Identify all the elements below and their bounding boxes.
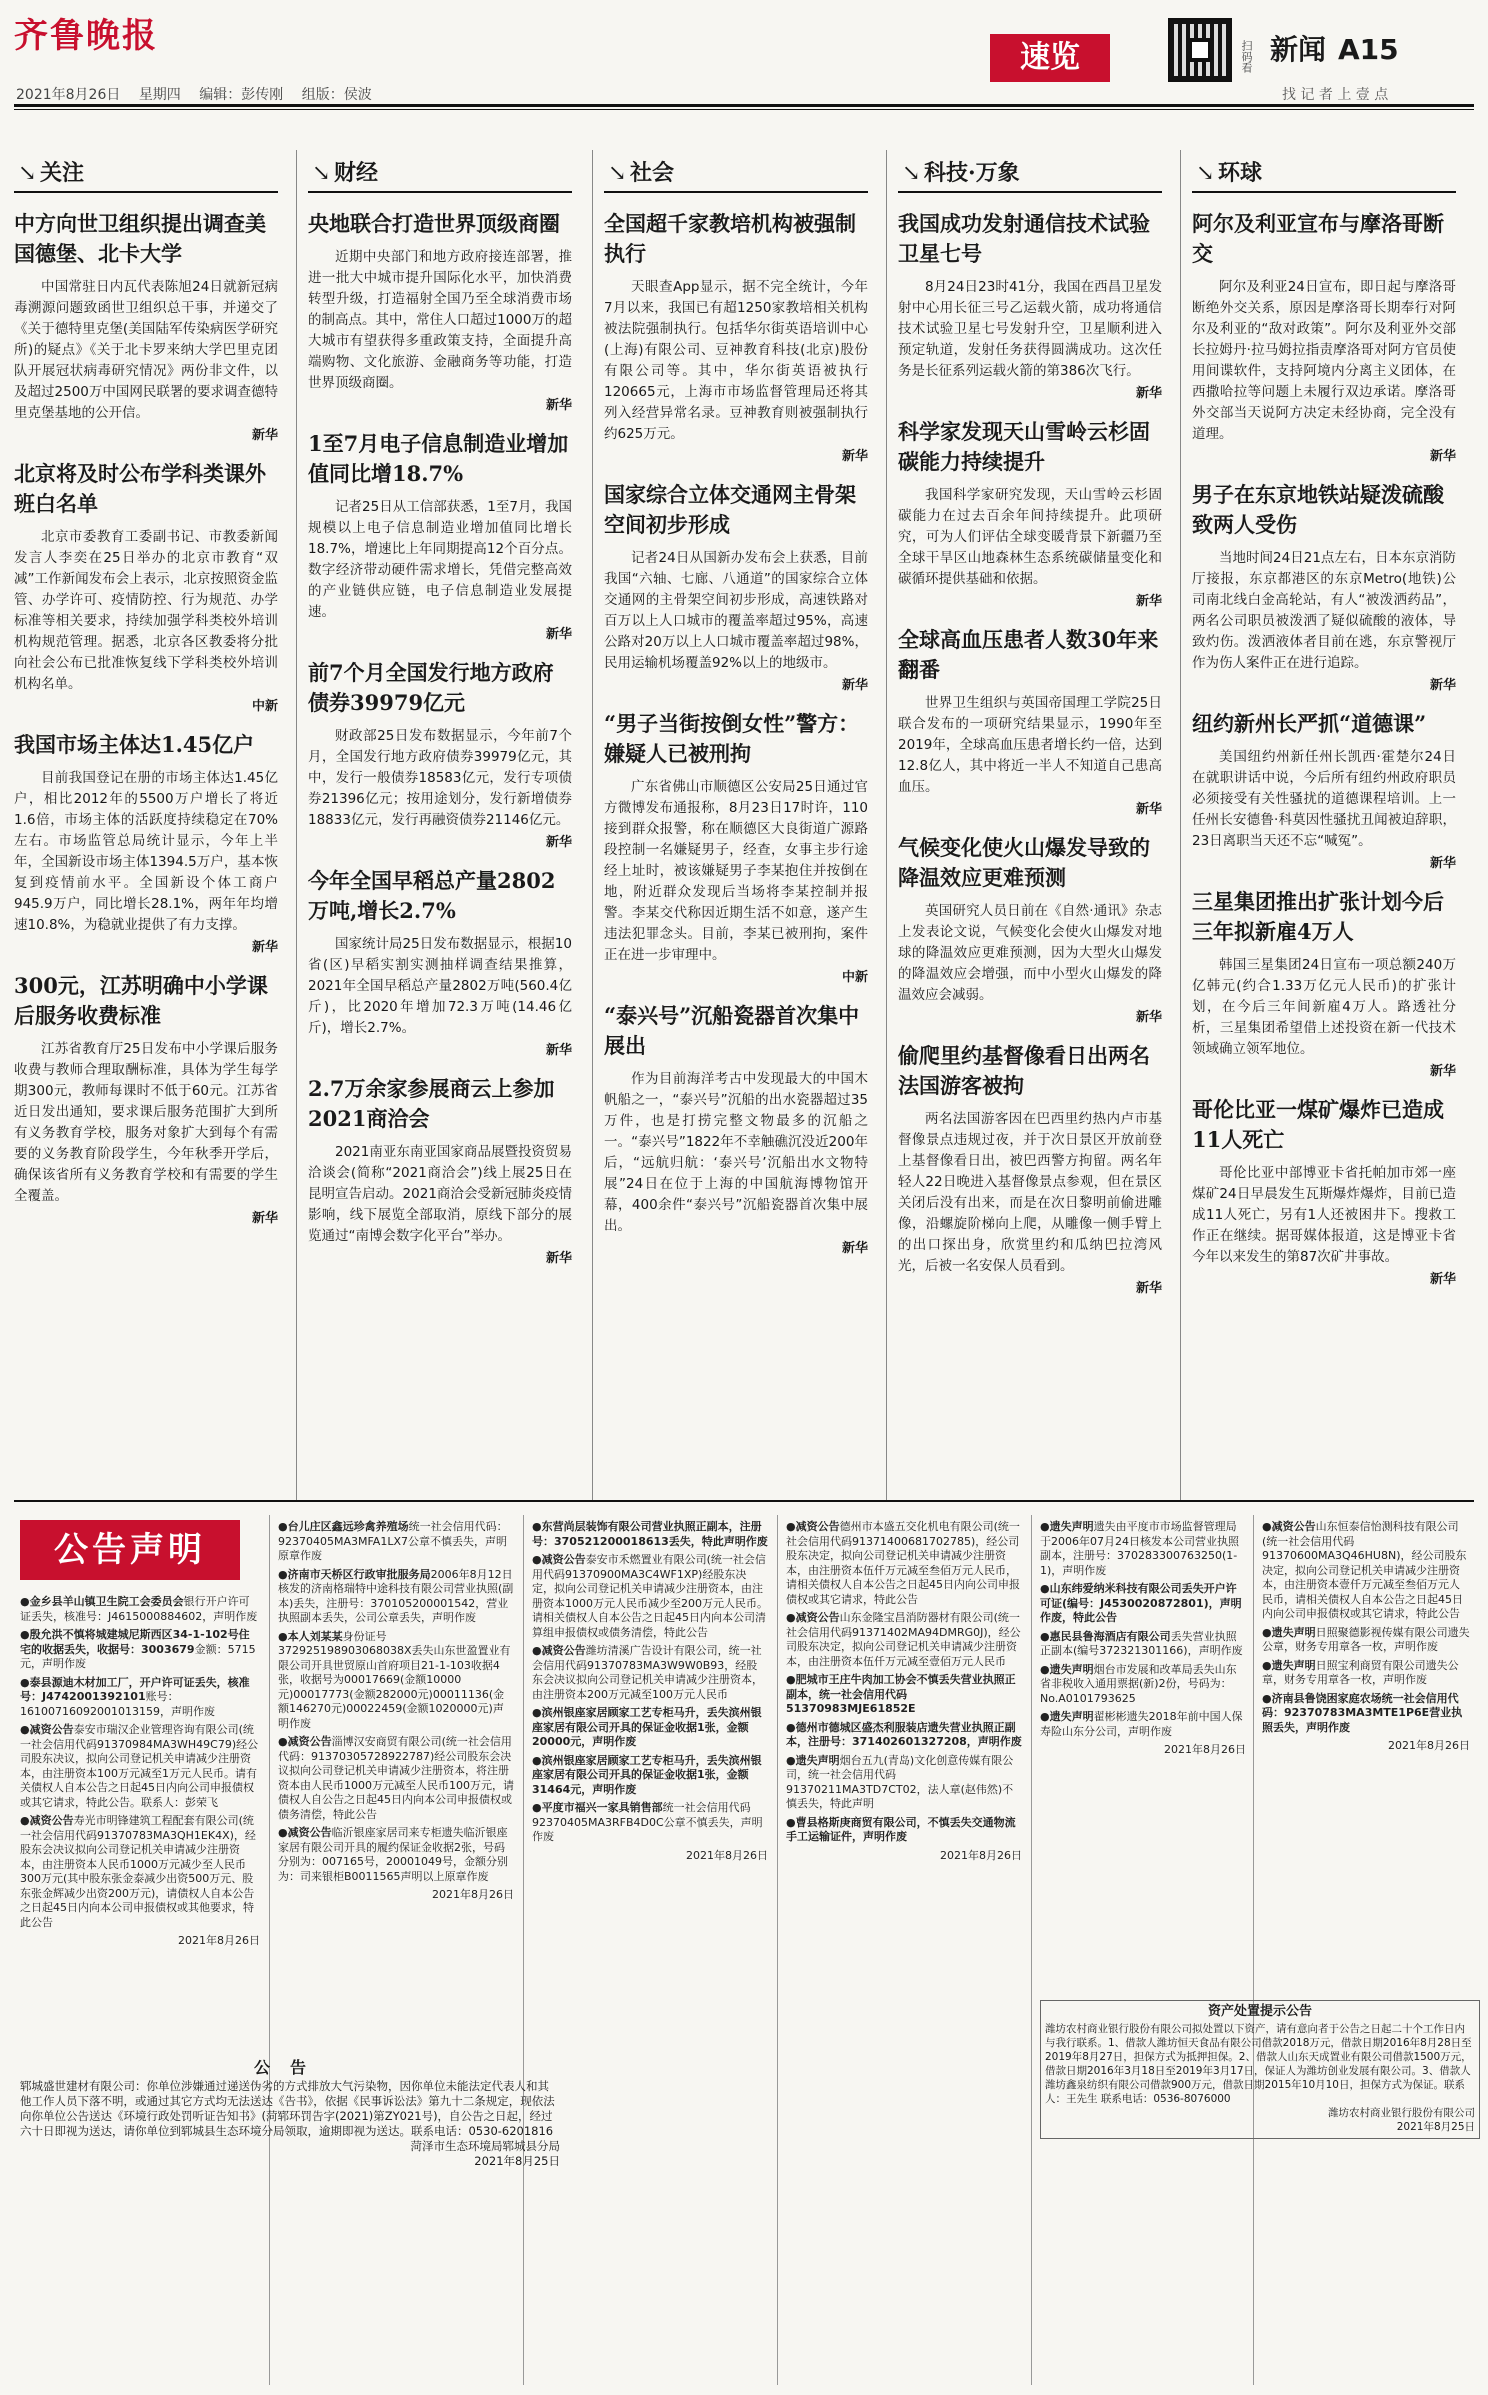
notice-item-title: ●减资公告 [20, 1814, 74, 1827]
notice-item-title: ●减资公告 [532, 1553, 586, 1566]
page-editors: 找 记 者 上 壹 点 [1282, 87, 1389, 103]
notice-item-title: ●遗失声明 [1040, 1520, 1094, 1533]
article-source: 新华 [545, 1043, 572, 1058]
notice-item-body: 日照宝利商贸有限公司遗失公章，财务专用章各一枚，声明作废 [1262, 1658, 1459, 1686]
notice-column [278, 1520, 514, 2060]
article-source: 新华 [1429, 678, 1456, 693]
notice-item-body: 统一社会信用代码92370405MA3RFB4D0C公章不慎丢失，声明作废 [532, 1801, 763, 1843]
article-body: 8月24日23时41分，我国在西昌卫星发射中心用长征三号乙运载火箭，成功将通信技术试验卫星七号发射升空，卫星顺利进入预定轨道，发射任务获得圆满成功。这次任务是长征系列运载火箭的第386次飞行。 [898, 279, 1162, 379]
news-article [1192, 879, 1456, 1079]
notice-item-title: ●滨州银座家居顾家工艺专柜马升，丢失滨州银座家居有限公司开具的保证金收据1张，金额31464元，声明作废 [532, 1753, 762, 1796]
notice-item [786, 1816, 1022, 1845]
news-article [308, 650, 572, 850]
article-headline: 哥伦比亚一煤矿爆炸已造成11人死亡 [1192, 1097, 1444, 1152]
article-source: 新华 [251, 1211, 278, 1226]
notice-item [1262, 1659, 1470, 1688]
notice-item-body: 临沂银座家居司来专柜遗失临沂银座家居有限公司开具的履约保证金收据2张，号码分别为：007165号，20001049号，金额分别为：司来银柜B0011565声明以上原章作废 [278, 1826, 508, 1883]
notice-item-title: ●遗失声明 [1262, 1625, 1316, 1639]
article-headline: 科学家发现天山雪岭云杉固碳能力持续提升 [898, 419, 1150, 474]
dateline [16, 84, 386, 104]
asset-disposal-notice [1040, 2000, 1480, 2139]
top-rule-thin [14, 109, 1474, 110]
notice-item [20, 1628, 260, 1672]
notice-item [1040, 1520, 1246, 1578]
notice-item [786, 1611, 1022, 1669]
news-column [308, 150, 572, 1274]
page-header [1270, 28, 1399, 68]
notice-column [20, 1595, 260, 2055]
news-article [898, 201, 1162, 401]
news-column [898, 150, 1162, 1304]
article-headline: “泰兴号”沉船瓷器首次集中展出 [604, 1003, 860, 1058]
article-body: 财政部25日发布数据显示，今年前7个月，全国发行地方政府债券39979亿元，其中，发行一般债券18583亿元，发行专项债券21396亿元；按用途划分，发行新增债券18833亿元，发行再融资债券21146亿元。 [308, 728, 572, 828]
news-article [14, 722, 278, 955]
notice-item [532, 1801, 768, 1845]
notice-item-body: 烟台五九(青岛)文化创意传媒有限公司，统一社会信用代码91370211MA3TD7CT02，法人章(赵伟然)不慎丢失，特此声明 [786, 1753, 1014, 1810]
notice-item [278, 1568, 514, 1626]
article-body: 中国常驻日内瓦代表陈旭24日就新冠病毒溯源问题致函世卫组织总干事，并递交了《关于德特里克堡(美国陆军传染病医学研究所)的疑点》《关于北卡罗来纳大学巴里克团队开展冠状病毒研究情况》两份非文件，以及超过2500万中国网民联署的要求调查德特里克堡基地的公开信。 [14, 279, 278, 421]
notice-column-divider [269, 1515, 270, 2385]
article-body: 国家统计局25日发布数据显示，根据10省(区)早稻实割实测抽样调查结果推算，2021年全国早稻总产量2802万吨(560.4亿斤)，比2020年增加72.3万吨(14.46亿斤)，增长2.7%。 [308, 936, 572, 1036]
administrative-notice [20, 2060, 560, 2169]
article-body: 北京市委教育工委副书记、市教委新闻发言人李奕在25日举办的北京市教育“双减”工作新闻发布会上表示，北京按照资金监管、办学许可、疫情防控、行为规范、办学标准等相关要求，持续加强学科类校外培训机构规范管理。据悉，北京各区教委将分批向社会公布已批准恢复线下学科类校外培训机构名单。 [14, 529, 278, 692]
article-headline: 今年全国早稻总产量2802万吨,增长2.7% [308, 868, 556, 923]
notice-item [278, 1630, 514, 1732]
notice-item-title: ●德州市德城区盛杰利服装店遗失营业执照正副本，注册号：371402601327208，声明作废 [786, 1720, 1022, 1748]
asset-notice-date: 2021年8月25日 [1396, 2121, 1475, 2133]
notice-item [786, 1673, 1022, 1717]
news-article [604, 201, 868, 464]
notice-item-title: ●减资公告 [532, 1644, 586, 1657]
article-source: 新华 [1135, 386, 1162, 401]
article-body: 目前我国登记在册的市场主体达1.45亿户，相比2012年的5500万户增长了将近1.6倍，市场主体的活跃度持续稳定在70%左右。市场监管总局统计显示，今年上半年，全国新设市场主体1394.5万户，基本恢复到疫情前水平。全国新设个体工商户945.9万户，同比增长28.1%，两年年均增速10.8%，为稳就业提供了有力支撑。 [14, 770, 278, 933]
article-source: 新华 [1135, 1010, 1162, 1025]
article-source: 新华 [841, 449, 868, 464]
notice-item [20, 1814, 260, 1930]
news-article [308, 421, 572, 642]
article-body: 当地时间24日21点左右，日本东京消防厅接报，东京都港区的东京Metro(地铁)公司南北线白金高轮站，有人“被泼洒药品”，两名公司职员被泼洒了疑似硫酸的液体，导致灼伤。泼洒液体者目前在逃，东京警视厅作为伤人案件正在进行追踪。 [1192, 550, 1456, 671]
notice-item [532, 1520, 768, 1549]
section-arrow-icon: ↘ [1196, 161, 1215, 186]
news-article [308, 1066, 572, 1266]
article-source: 新华 [545, 835, 572, 850]
section-title: 社会 [630, 160, 675, 186]
notice-item-body: 遗失由平度市市场监督管理局于2006年07月24日核发本公司营业执照副本，注册号：370283300763250(1-1)，声明作废 [1040, 1520, 1239, 1577]
notice-item [278, 1735, 514, 1822]
article-body: 记者25日从工信部获悉，1至7月，我国规模以上电子信息制造业增加值同比增长18.7%，增速比上年同期提高12个百分点。数字经济带动硬件需求增长，凭借完整高效的产业链供应链，电子信息制造业发展提速。 [308, 499, 572, 620]
article-headline: 2.7万余家参展商云上参加2021商洽会 [308, 1076, 555, 1131]
notice-item-body: 潍坊清溪广告设计有限公司，统一社会信用代码91370783MA3W9W0B93，经股东会决议拟向公司登记机关申请减少注册资本，由注册资本200万元减至100万元人民币 [532, 1644, 763, 1701]
section-arrow-icon: ↘ [902, 161, 921, 186]
administrative-notice-signer: 菏泽市生态环境局郓城县分局 [410, 2139, 560, 2153]
notice-item [1040, 1663, 1246, 1707]
notice-item [1040, 1630, 1246, 1659]
notice-item-title: ●肥城市王庄牛肉加工协会不慎丢失营业执照正副本，统一社会信用代码51370983MJE61852E [786, 1673, 1016, 1715]
notice-item-title: ●曹县格斯庚商贸有限公司，不慎丢失交通物流手工运输证件，声明作废 [786, 1815, 1016, 1843]
notice-item [786, 1754, 1022, 1812]
article-headline: 三星集团推出扩张计划今后三年拟新雇4万人 [1192, 889, 1444, 944]
column-divider [592, 150, 593, 1500]
notice-item [20, 1595, 260, 1624]
notice-item-title: ●惠民县鲁海酒店有限公司 [1040, 1629, 1171, 1643]
notice-item-title: ●泰县源迪木材加工厂，开户许可证丢失，核准号：J4742001392101 [20, 1675, 250, 1703]
news-article [604, 993, 868, 1256]
notice-item-title: ●减资公告 [786, 1520, 840, 1533]
article-body: 天眼查App显示，据不完全统计，今年7月以来，我国已有超1250家教培相关机构被法院强制执行。包括华尔街英语培训中心(上海)有限公司、豆神教育科技(北京)股份有限公司等。其中，华尔街英语被执行120665元，上海市市场监督管理局还将其列入经营异常名录。豆神教育则被强制执行约625万元。 [604, 279, 868, 442]
article-body: 韩国三星集团24日宣布一项总额240万亿韩元(约合1.33万亿元人民币)的扩张计划，在今后三年间新雇4万人。路透社分析，三星集团希望借上述投资在新一代技术领域确立领军地位。 [1192, 957, 1456, 1057]
section-tab: 速览 [990, 34, 1110, 82]
article-body: 阿尔及利亚24日宣布，即日起与摩洛哥断绝外交关系，原因是摩洛哥长期奉行对阿尔及利亚的“敌对政策”。阿尔及利亚外交部长拉姆丹·拉马姆拉指责摩洛哥对阿方官员使用间谍软件，支持阿境内分离主义团体，在西撒哈拉等问题上未履行双边承诺。摩洛哥外交部当天说阿方决定未经协商，完全没有道理。 [1192, 279, 1456, 442]
section-title: 财经 [334, 160, 379, 186]
article-source: 新华 [1429, 1064, 1456, 1079]
notice-item-title: ●台儿庄区鑫远珍禽养殖场 [278, 1520, 409, 1533]
article-source: 新华 [545, 627, 572, 642]
section-title: 关注 [40, 160, 85, 186]
article-source: 新华 [841, 678, 868, 693]
administrative-notice-title: 公告 [253, 2058, 326, 2077]
article-body: 江苏省教育厅25日发布中小学课后服务收费与教师合理取酬标准，具体为学生每学期300元，教师每课时不低于60元。江苏省近日发出通知，要求课后服务范围扩大到所有义务教育学校，服务对象扩大到每个有需要的义务教育阶段学生，今年秋季开学后，确保该省所有义务教育学校和有需要的学生全覆盖。 [14, 1041, 278, 1204]
notice-item [1262, 1520, 1470, 1622]
news-article [898, 409, 1162, 609]
news-article [14, 201, 278, 443]
notice-column-divider [777, 1515, 778, 2385]
news-article [14, 963, 278, 1226]
column-divider [1180, 150, 1181, 1500]
asset-notice-body: 潍坊农村商业银行股份有限公司拟处置以下资产，请有意向者于公告之日起二十个工作日内与我行联系。1、借款人潍坊恒天食品有限公司借款2018万元，借款日期2016年8月28日至2019年8月27日，担保方式为抵押担保。2、借款人山东天成置业有限公司借款1500万元，借款日期2016年3月18日至2019年3月17日，保证人为潍坊创业发展有限公司。3、借款人潍坊鑫泉纺织有限公司借款900万元，借款日期2015年10月10日，担保方式为保证。联系人：王先生 联系电话：0536-8076000 [1045, 2023, 1472, 2105]
article-body: 两名法国游客因在巴西里约热内卢市基督像景点违规过夜，并于次日景区开放前登上基督像看日出，被巴西警方拘留。两名年轻人22日晚进入基督像景点参观，但在景区关闭后没有出来，而是在次日黎明前偷进雕像，沿螺旋阶梯向上爬，从雕像一侧手臂上的出口探出身，欣赏里约和瓜纳巴拉湾风光，后被一名安保人员看到。 [898, 1111, 1162, 1274]
notice-item-title: ●殷允洪不慎将城建城尼斯西区34-1-102号住宅的收据丢失，收据号：3003679 [20, 1628, 250, 1656]
notice-item-title: ●东营尚层装饰有限公司营业执照正副本，注册号：370521200018613丢失，特此声明作废 [532, 1520, 768, 1548]
article-headline: 前7个月全国发行地方政府债券39979亿元 [308, 660, 554, 715]
news-article [1192, 1087, 1456, 1287]
article-body: 哥伦比亚中部博亚卡省托帕加市郊一座煤矿24日早晨发生瓦斯爆炸爆炸，目前已造成11人死亡，另有1人还被困井下。搜救工作正在继续。据哥媒体报道，这是博亚卡省今年以来发生的第87次矿井事故。 [1192, 1165, 1456, 1265]
notice-item-body: 泰安市瑞汉企业管理咨询有限公司(统一社会信用代码91370984MA3WH49C79)经公司股东决议，拟向公司登记机关申请减少注册资本，由注册资本100万元减至1万元人民币。请有关债权人自本公告之日起45日内向公司申报债权或其它请求，特此公告。联系人：彭荣飞 [20, 1723, 259, 1809]
asset-notice-title: 资产处置提示公告 [1207, 2004, 1312, 2019]
article-headline: 纽约新州长严抓“道德课” [1192, 711, 1427, 736]
notice-item-body: 金额：5715元，声明作废 [20, 1642, 256, 1670]
section-title: 环球 [1218, 160, 1263, 186]
article-headline: 全球高血压患者人数30年来翻番 [898, 627, 1159, 682]
news-article [898, 617, 1162, 817]
section-heading [604, 150, 868, 193]
article-source: 新华 [1135, 802, 1162, 817]
news-article [898, 825, 1162, 1025]
notice-date: 2021年8月26日 [1164, 1743, 1246, 1756]
article-body: 近期中央部门和地方政府接连部署，推进一批大中城市提升国际化水平，加快消费转型升级，打造福射全国乃至全球消费市场的制高点。其中，常住人口超过1000万的超大城市有望获得多重政策支持，全面提升高端购物、文化旅游、金融商务等功能，打造世界顶级商圈。 [308, 249, 572, 391]
article-body: 广东省佛山市顺德区公安局25日通过官方微博发布通报称，8月23日17时许，110接到群众报警，称在顺德区大良街道广源路段控制一名嫌疑男子，经查，女事主步行途经上址时，被该嫌疑男子李某抱住并按倒在地，附近群众发现后当场将李某控制并报警。李某交代称因近期生活不如意，遂产生违法犯罪念头。目前，李某已被刑拘，案件正在进一步审理中。 [604, 779, 868, 963]
notice-column [1040, 1520, 1246, 1990]
notice-date: 2021年8月26日 [940, 1848, 1022, 1862]
article-body: 英国研究人员日前在《自然·通讯》杂志上发表论文说，气候变化会使火山爆发对地球的降温效应更难预测，因为大型火山爆发的降温效应会增强，而中小型火山爆发的降温效应会减弱。 [898, 903, 1162, 1003]
article-source: 新华 [251, 428, 278, 443]
notice-item-body: 寿光市明锋建筑工程配套有限公司(统一社会信用代码91370783MA3QH1EK4X)，经股东会决议拟向公司登记机关申请减少注册资本，由注册资本人民币1000万元减少至人民币300万元(其中股东张金泰减少出资500万元、股东张金辉减少出资200万元)，请债权人自本公告之日起45日内向本公司申报债权或其他要求，特此公告 [20, 1814, 256, 1929]
article-source: 新华 [545, 398, 572, 413]
weekday: 星期四 [138, 87, 181, 103]
news-article [898, 1033, 1162, 1296]
notice-item-title: ●济南县鲁饶困家庭农场统一社会信用代码：92370783MA3MTE1P6E营业执照丢失，声明作废 [1262, 1691, 1463, 1734]
notice-banner: 公告声明 [20, 1520, 240, 1580]
article-source: 新华 [1135, 594, 1162, 609]
notice-item-title: ●济南市天桥区行政审批服务局 [278, 1567, 431, 1581]
notice-item [278, 1826, 514, 1884]
editor-credit: 编辑：彭传刚 [199, 87, 284, 103]
notice-item-body: 日照聚德影视传媒有限公司遗失公章，财务专用章各一枚，声明作废 [1262, 1625, 1470, 1653]
asset-notice-signer: 潍坊农村商业银行股份有限公司 [1328, 2107, 1475, 2119]
notice-item [20, 1676, 260, 1720]
notice-column [786, 1520, 1022, 2380]
column-divider [296, 150, 297, 1500]
article-body: 2021南亚东南亚国家商品展暨投资贸易洽谈会(简称“2021商洽会”)线上展25日在昆明宣告启动。2021商洽会受新冠肺炎疫情影响，线下展览全部取消，原线下部分的展览通过“南博会数字化平台”举办。 [308, 1144, 572, 1244]
article-source: 中新 [841, 970, 868, 985]
section-heading [1192, 150, 1456, 193]
notice-date: 2021年8月26日 [432, 1888, 514, 1901]
article-body: 作为目前海洋考古中发现最大的中国木帆船之一，“泰兴号”沉船的出水瓷器超过35万件，也是打捞完整文物最多的沉船之一。“泰兴号”1822年不幸触礁沉没近200年后，“远航归航：‘泰兴号’沉船出水文物特展”24日在位于上海的中国航海博物馆开幕，400余件“泰兴号”沉船瓷器首次集中展出。 [604, 1071, 868, 1234]
newspaper-logo: 齐鲁晚报 [14, 16, 158, 56]
news-article [308, 858, 572, 1058]
article-body: 美国纽约州新任州长凯西·霍楚尔24日在就职讲话中说，今后所有纽约州政府职员必须接受有关性骚扰的道德课程培训。上一任州长安德鲁·科莫因性骚扰丑闻被迫辞职，23日离职当天还不忘“喊冤”。 [1192, 749, 1456, 849]
notice-item [786, 1721, 1022, 1750]
notice-item [1262, 1692, 1470, 1736]
notice-item [278, 1520, 514, 1564]
notice-item-body: 统一社会信用代码：92370405MA3MFA1LX7公章不慎丢失，声明原章作废 [278, 1520, 508, 1562]
notice-item [532, 1644, 768, 1702]
article-source: 新华 [545, 1251, 572, 1266]
designer-credit: 组版：侯波 [301, 87, 372, 103]
administrative-notice-date: 2021年8月25日 [474, 2154, 560, 2168]
page-section: 新闻 [1270, 33, 1327, 66]
notice-item-body: 山东恒泰信怡测科技有限公司(统一社会信用代码91370600MA3Q46HU8N)，经公司股东决定，拟向公司登记机关申请减少注册资本，由注册资本壹仟万元减至叁佰万元人民币，请相关债权人自本公告之日起45日内向公司申报债权或其它请求，特此公告 [1262, 1520, 1467, 1620]
notice-item-body: 翟彬彬遗失2018年前中国人保寿险山东分公司，声明作废 [1040, 1710, 1243, 1738]
article-headline: 我国市场主体达1.45亿户 [14, 732, 255, 757]
notice-item-body: 身份证号372925198903068038X丢失山东世盈置业有限公司开具世贸原山首府项目21-1-103收据4张，收据号为00017669(金额10000元)00017773(金额282000元)00011136(金额146270元)00022459(金额1020000元)声明作废 [278, 1629, 511, 1730]
notice-item-title: ●减资公告 [278, 1735, 332, 1748]
news-article [14, 451, 278, 714]
article-headline: 气候变化使火山爆发导致的降温效应更难预测 [898, 835, 1150, 890]
notice-item [786, 1520, 1022, 1607]
notice-item [1040, 1582, 1246, 1626]
notice-date: 2021年8月26日 [686, 1848, 768, 1862]
article-headline: 偷爬里约基督像看日出两名法国游客被拘 [898, 1043, 1150, 1098]
column-divider [886, 150, 887, 1500]
news-article [1192, 701, 1456, 871]
notice-item-body: 2006年8月12日核发的济南格瑞特中途科技有限公司营业执照(副本)丢失，注册号：370105200001542，营业执照副本丢失，公司公章丢失，声明作废 [278, 1567, 514, 1624]
article-source: 新华 [1429, 449, 1456, 464]
notice-item-body: 烟台市发展和改革局丢失山东省非税收入通用票据(新)2份，号码为：No.A0101793625 [1040, 1662, 1237, 1705]
notice-item-body: 山东金隆宝昌消防器材有限公司(统一社会信用代码91371402MA94DMRG0J)，经公司股东决定，拟向公司登记机关申请减少注册资本，由注册资本伍仟万元减至壹佰万元人民币 [786, 1611, 1021, 1668]
article-source: 新华 [1429, 1272, 1456, 1287]
notice-date: 2021年8月26日 [178, 1934, 260, 1947]
notice-column-divider [1031, 1515, 1032, 2385]
notice-item-title: ●遗失声明 [1040, 1710, 1094, 1723]
administrative-notice-body: 郓城盛世建材有限公司：你单位涉嫌通过递送伪劣的方式排放大气污染物，因你单位未能法定代表人和其他工作人员下落不明，或通过其它方式均无法送达《告书》，依据《民事诉讼法》第九十二条规定，现依法向你单位公告送达《环境行政处罚听证告知书》(菏郓环罚告字(2021)第ZY021号)，自公告之日起，经过六十日即视为送达，请你单位到郓城县生态环境分局领取，逾期即视为送达。联系电话：0530-6201816 [20, 2079, 555, 2138]
notice-item-title: ●减资公告 [786, 1611, 840, 1624]
news-article [1192, 472, 1456, 693]
notice-item-body: 淄博汉安商贸有限公司(统一社会信用代码：91370305728922787)经公司股东会决议拟向公司登记机关申请减少注册资本，将注册资本由人民币1000万元减至人民币100万元，请债权人自公告之日起45日内向本公司申报债权或债务清偿，特此公告 [278, 1735, 514, 1821]
article-source: 新华 [1135, 1281, 1162, 1296]
notice-item-body: 德州市本盛五交化机电有限公司(统一社会信用代码91371400681702785)，经公司股东决定，拟向公司登记机关申请减少注册资本，由注册资本伍仟万元减至叁佰万元人民币，请相关债权人自本公告之日起45日内向公司申报债权或其它请求，特此公告 [786, 1520, 1020, 1606]
article-body: 世界卫生组织与英国帝国理工学院25日联合发布的一项研究结果显示，1990年至2019年，全球高血压患者增长约一倍，达到12.8亿人，其中将近一半人不知道自己患高血压。 [898, 695, 1162, 795]
notice-item-title: ●遗失声明 [1040, 1662, 1094, 1676]
article-headline: 阿尔及利亚宣布与摩洛哥断交 [1192, 211, 1444, 266]
article-body: 记者24日从国新办发布会上获悉，目前我国“六轴、七廊、八通道”的国家综合立体交通网的主骨架空间初步形成，高速铁路对百万以上人口城市的覆盖率超过95%，高速公路对20万以上人口城市覆盖率超过98%，民用运输机场覆盖92%以上的地级市。 [604, 550, 868, 671]
article-headline: 男子在东京地铁站疑泼硫酸致两人受伤 [1192, 482, 1444, 537]
notice-column [532, 1520, 768, 2380]
article-source: 新华 [251, 940, 278, 955]
article-source: 新华 [841, 1241, 868, 1256]
notice-item-title: ●减资公告 [1262, 1520, 1316, 1533]
notice-item-title: ●本人刘某某 [278, 1629, 343, 1643]
notice-item [20, 1723, 260, 1810]
news-column [604, 150, 868, 1264]
notice-item-title: ●金乡县羊山镇卫生院工会委员会 [20, 1595, 184, 1608]
top-rule [14, 104, 1474, 107]
section-arrow-icon: ↘ [18, 161, 37, 186]
notice-item-title: ●平度市福兴一家具销售部 [532, 1801, 663, 1814]
qr-code-icon [1168, 18, 1232, 82]
article-headline: “男子当街按倒女性”警方：嫌疑人已被刑拘 [604, 711, 860, 766]
page-number: A15 [1338, 33, 1399, 66]
news-article [308, 201, 572, 413]
article-source: 中新 [251, 699, 278, 714]
news-article [604, 701, 868, 985]
article-headline: 中方向世卫组织提出调查美国德堡、北卡大学 [14, 211, 266, 266]
notice-column [1262, 1520, 1470, 1990]
notice-column-divider [1253, 1515, 1254, 2385]
notice-item-body: 丢失营业执照正副本(编号372321301166)，声明作废 [1040, 1629, 1243, 1657]
notice-item-title: ●山东纬爱纳米科技有限公司丢失开户许可证(编号：J4530020872801)，声明作废，特此公告 [1040, 1582, 1242, 1624]
section-arrow-icon: ↘ [608, 161, 627, 186]
notice-item [1040, 1710, 1246, 1739]
article-headline: 1至7月电子信息制造业增加值同比增18.7% [308, 431, 569, 486]
notice-item-body: 泰安市禾燃置业有限公司(统一社会信用代码91370900MA3C4WF1XP)经股东决定，拟向公司登记机关申请减少注册资本，由注册资本1000万元人民币减少至200万元人民币。请相关债权人自本公告之日起45日内向本公司清算组申报债权或债务清偿，特此公告 [532, 1553, 768, 1639]
article-headline: 全国超千家教培机构被强制执行 [604, 211, 856, 266]
section-arrow-icon: ↘ [312, 161, 331, 186]
article-headline: 我国成功发射通信技术试验卫星七号 [898, 211, 1150, 266]
notice-item-body: 银行开户许可证丢失，核准号：J4615000884602，声明作废 [20, 1595, 258, 1623]
notice-item-body: 账号：16100716092001013159，声明作废 [20, 1690, 215, 1718]
article-headline: 北京将及时公布学科类课外班白名单 [14, 461, 266, 516]
section-heading [14, 150, 278, 193]
article-headline: 央地联合打造世界顶级商圈 [308, 211, 560, 236]
notice-item-title: ●减资公告 [278, 1826, 332, 1839]
news-article [1192, 201, 1456, 464]
notice-item-title: ●滨州银座家居顾家工艺专柜马升，丢失滨州银座家居有限公司开具的保证金收据1张，金额20000元，声明作废 [532, 1706, 762, 1748]
issue-date: 2021年8月26日 [16, 87, 121, 103]
notice-divider [14, 1500, 1474, 1502]
notice-item [532, 1706, 768, 1750]
qr-caption: 扫码看 [1240, 40, 1253, 73]
section-heading [308, 150, 572, 193]
article-body: 我国科学家研究发现，天山雪岭云杉固碳能力在过去百余年间持续提升。此项研究，可为人们评估全球变暖背景下新疆乃至全球干旱区山地森林生态系统碳储量变化和碳循环提供基础和依据。 [898, 487, 1162, 587]
notice-item-title: ●减资公告 [20, 1723, 74, 1736]
article-headline: 国家综合立体交通网主骨架空间初步形成 [604, 482, 856, 537]
news-column [14, 150, 278, 1234]
masthead [0, 0, 1488, 110]
notice-item-title: ●遗失声明 [786, 1753, 840, 1767]
section-heading [898, 150, 1162, 193]
notice-column-divider [523, 1515, 524, 2385]
article-source: 新华 [1429, 856, 1456, 871]
news-column [1192, 150, 1456, 1295]
notice-item [532, 1553, 768, 1640]
notice-item-title: ●遗失声明 [1262, 1658, 1316, 1672]
notice-item [532, 1754, 768, 1798]
notice-date: 2021年8月26日 [1388, 1739, 1470, 1752]
news-article [604, 472, 868, 693]
article-headline: 300元，江苏明确中小学课后服务收费标准 [14, 973, 268, 1028]
notice-item [1262, 1626, 1470, 1655]
section-title: 科技·万象 [924, 160, 1020, 186]
